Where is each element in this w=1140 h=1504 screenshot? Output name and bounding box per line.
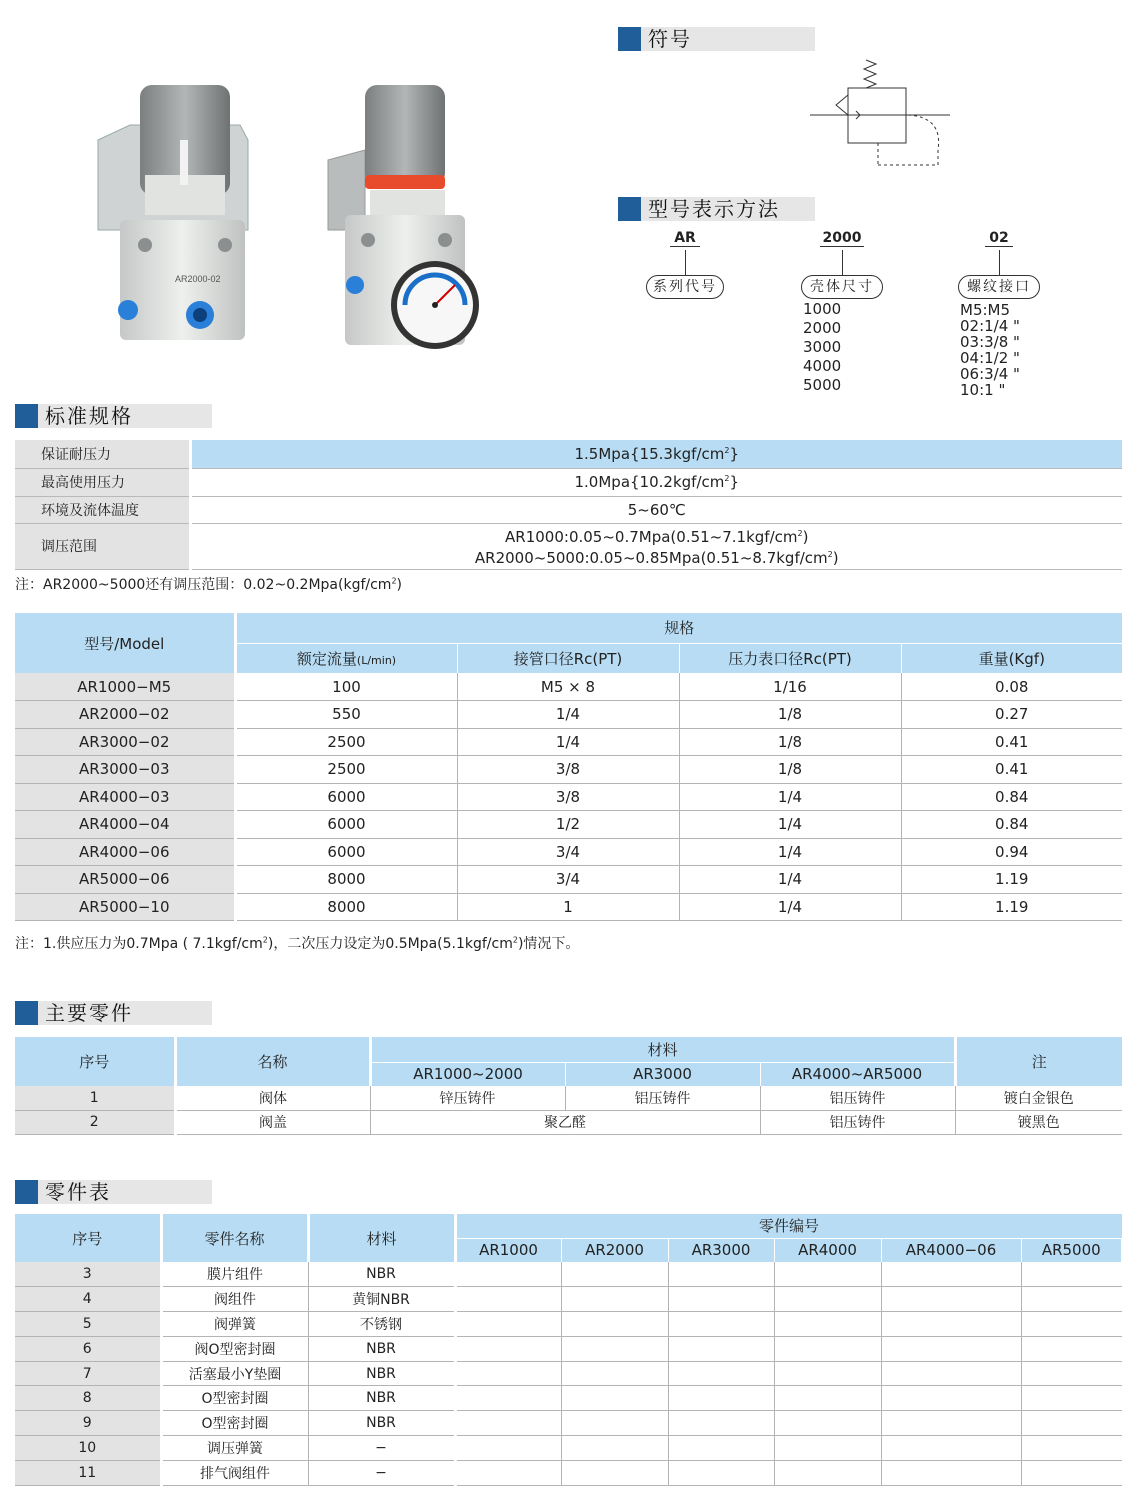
cell-part-number (561, 1460, 668, 1485)
cell-material: NBR (308, 1262, 455, 1287)
cell-material: NBR (308, 1411, 455, 1436)
section-header-model-designation (618, 197, 815, 221)
cell-part-number (455, 1336, 561, 1361)
cell-gauge: 1/4 (679, 783, 901, 811)
header-m3: AR4000~AR5000 (760, 1062, 955, 1086)
cell-part-number (774, 1361, 881, 1386)
cell-part-number (561, 1262, 668, 1287)
table-row (15, 838, 1122, 866)
cell-material: 不锈钢 (308, 1312, 455, 1337)
table-row (15, 1312, 1122, 1337)
code-thread: 02 (985, 230, 1013, 247)
table-row (15, 811, 1122, 839)
cell-no: 11 (15, 1460, 161, 1485)
section-header-standard-spec (15, 404, 212, 428)
parts-list-table (15, 1214, 1122, 1486)
cell-material: − (308, 1436, 455, 1461)
section-title: 零件表 (45, 1180, 111, 1204)
cell-part-number (1021, 1312, 1122, 1337)
cell-name: 阀O型密封圈 (161, 1336, 308, 1361)
header-m2: AR3000 (565, 1062, 760, 1086)
table-row (15, 673, 1122, 701)
cell-part-number (561, 1436, 668, 1461)
cell-name: 膜片组件 (161, 1262, 308, 1287)
spec-label: 环境及流体温度 (15, 496, 190, 523)
cell-part-number (455, 1262, 561, 1287)
code-series: AR (670, 230, 700, 247)
cell-name: 活塞最小Y垫圈 (161, 1361, 308, 1386)
header-model-2: AR3000 (668, 1238, 774, 1262)
cell-flow: 6000 (235, 838, 457, 866)
cell-no: 6 (15, 1336, 161, 1361)
cell-part-number (774, 1287, 881, 1312)
header-model-4: AR4000−06 (881, 1238, 1021, 1262)
label-body-size: 壳体尺寸 (801, 275, 883, 299)
cell-part-number (668, 1411, 774, 1436)
table-row (15, 893, 1122, 921)
cell-flow: 2500 (235, 756, 457, 784)
spec-note: 注：AR2000~5000还有调压范围：$0.02\sim 0.2Mpa(kgf/cm^2)$ (15, 576, 403, 593)
spec-label: 最高使用压力 (15, 468, 190, 496)
cell-part-number (774, 1411, 881, 1436)
cell-part-number (774, 1336, 881, 1361)
cell-weight: 0.41 (901, 728, 1122, 756)
cell-part-number (561, 1386, 668, 1411)
cell-part-number (668, 1287, 774, 1312)
cell-model: AR4000−03 (15, 783, 235, 811)
cell-port: 1/4 (457, 728, 679, 756)
header-spec: 规格 (235, 613, 1122, 643)
cell-model: AR5000−06 (15, 866, 235, 894)
header-gauge-port: 压力表口径Rc(PT) (679, 643, 901, 673)
cell-m3: 铝压铸件 (760, 1110, 955, 1134)
cell-part-number (455, 1460, 561, 1485)
table-row (15, 1361, 1122, 1386)
standard-spec-table (15, 440, 1122, 570)
cell-part-number (1021, 1336, 1122, 1361)
cell-part-number (455, 1312, 561, 1337)
cell-weight: 0.08 (901, 673, 1122, 701)
cell-port: 3/8 (457, 756, 679, 784)
cell-flow: 8000 (235, 866, 457, 894)
label-thread-port: 螺纹接口 (958, 275, 1040, 299)
table-row (15, 783, 1122, 811)
header-model: 型号/Model (15, 613, 235, 673)
cell-no: 10 (15, 1436, 161, 1461)
cell-part-number (561, 1361, 668, 1386)
header-weight: 重量(Kgf) (901, 643, 1122, 673)
cell-note: 镀白金银色 (955, 1086, 1122, 1110)
cell-part-number (668, 1460, 774, 1485)
table-row (15, 1336, 1122, 1361)
header-part-number: 零件编号 (455, 1214, 1122, 1238)
table-row (15, 701, 1122, 729)
header-model-0: AR1000 (455, 1238, 561, 1262)
cell-flow: 550 (235, 701, 457, 729)
cell-name: 调压弹簧 (161, 1436, 308, 1461)
cell-no: 5 (15, 1312, 161, 1337)
cell-model: AR2000−02 (15, 701, 235, 729)
spec-label: 调压范围 (15, 523, 190, 569)
cell-part-number (1021, 1436, 1122, 1461)
cell-no: 9 (15, 1411, 161, 1436)
cell-no: 2 (15, 1110, 175, 1134)
model-spec-table (15, 613, 1122, 921)
cell-part-number (774, 1262, 881, 1287)
header-model-1: AR2000 (561, 1238, 668, 1262)
product-label-text: AR2000-02 (175, 274, 221, 284)
label-series-code: 系列代号 (646, 275, 724, 299)
cell-part-number (455, 1386, 561, 1411)
cell-no: 1 (15, 1086, 175, 1110)
cell-port: 1/4 (457, 701, 679, 729)
table-row (15, 1287, 1122, 1312)
cell-no: 8 (15, 1386, 161, 1411)
spec-value: $1.5Mpa\{15.3kgf/cm^2\}$ (190, 440, 1122, 468)
cell-model: AR4000−06 (15, 838, 235, 866)
section-header-symbol (618, 27, 815, 51)
cell-model: AR4000−04 (15, 811, 235, 839)
cell-name: 阀盖 (175, 1110, 370, 1134)
cell-part-number (774, 1436, 881, 1461)
cell-part-number (1021, 1262, 1122, 1287)
table-row (15, 1411, 1122, 1436)
header-note: 注 (955, 1037, 1122, 1086)
table-row (15, 1386, 1122, 1411)
cell-part-number (668, 1336, 774, 1361)
table-row (15, 1110, 1122, 1134)
cell-name: 阀弹簧 (161, 1312, 308, 1337)
header-no: 序号 (15, 1214, 161, 1262)
cell-part-number (881, 1262, 1021, 1287)
cell-part-number (1021, 1361, 1122, 1386)
table-row (15, 756, 1122, 784)
cell-port: 1/2 (457, 811, 679, 839)
cell-weight: 1.19 (901, 866, 1122, 894)
cell-port: 1 (457, 893, 679, 921)
cell-model: AR5000−10 (15, 893, 235, 921)
main-parts-table (15, 1037, 1122, 1135)
table-row (15, 1460, 1122, 1485)
cell-part-number (668, 1262, 774, 1287)
table-row (15, 1262, 1122, 1287)
cell-part-number (881, 1287, 1021, 1312)
cell-part-number (668, 1312, 774, 1337)
cell-no: 4 (15, 1287, 161, 1312)
cell-part-number (561, 1336, 668, 1361)
cell-part-number (774, 1386, 881, 1411)
spec-value: $AR1000:0.05\sim 0.7Mpa(0.51\sim 7.1kgf/cm^2)$ $AR2000\sim 5000:0.05\sim 0.85Mpa(0.51\sim 8.7kgf/cm^2)$ (190, 523, 1122, 569)
cell-gauge: 1/8 (679, 728, 901, 756)
cell-model: AR3000−02 (15, 728, 235, 756)
cell-port: M5 × 8 (457, 673, 679, 701)
cell-part-number (1021, 1411, 1122, 1436)
cell-part-number (455, 1436, 561, 1461)
spec-value: $1.0Mpa\{10.2kgf/cm^2\}$ (190, 468, 1122, 496)
cell-part-number (1021, 1460, 1122, 1485)
product-image-regulator-with-gauge (320, 80, 490, 355)
section-title: 符号 (648, 27, 692, 51)
cell-note: 镀黑色 (955, 1110, 1122, 1134)
cell-flow: 6000 (235, 811, 457, 839)
cell-weight: 0.41 (901, 756, 1122, 784)
cell-part-number (455, 1287, 561, 1312)
cell-flow: 8000 (235, 893, 457, 921)
cell-weight: 1.19 (901, 893, 1122, 921)
cell-part-number (668, 1386, 774, 1411)
section-title: 型号表示方法 (648, 197, 780, 221)
header-model-3: AR4000 (774, 1238, 881, 1262)
cell-gauge: 1/4 (679, 838, 901, 866)
cell-part-number (1021, 1386, 1122, 1411)
cell-model: AR3000−03 (15, 756, 235, 784)
cell-part-number (455, 1361, 561, 1386)
cell-weight: 0.84 (901, 811, 1122, 839)
cell-part-number (774, 1312, 881, 1337)
cell-part-number (881, 1361, 1021, 1386)
cell-material: − (308, 1460, 455, 1485)
spec-value: 5~60℃ (190, 496, 1122, 523)
cell-flow: 6000 (235, 783, 457, 811)
cell-material: NBR (308, 1336, 455, 1361)
cell-gauge: 1/16 (679, 673, 901, 701)
header-flow: 额定流量(L/min) (235, 643, 457, 673)
cell-no: 3 (15, 1262, 161, 1287)
section-header-main-parts (15, 1001, 212, 1025)
header-no: 序号 (15, 1037, 175, 1086)
cell-part-number (1021, 1287, 1122, 1312)
cell-name: 阀组件 (161, 1287, 308, 1312)
regulator-symbol-diagram (808, 55, 958, 170)
cell-part-number (881, 1336, 1021, 1361)
cell-part-number (881, 1386, 1021, 1411)
section-header-parts-list (15, 1180, 212, 1204)
cell-gauge: 1/4 (679, 866, 901, 894)
cell-m1: 锌压铸件 (370, 1086, 565, 1110)
model-note: 注：1.供应压力为0.7Mpa ( $7.1kgf/cm^2$)，二次压力设定为$0.5Mpa(5.1kgf/cm^2)$情况下。 (15, 935, 580, 952)
cell-part-number (881, 1312, 1021, 1337)
cell-gauge: 1/4 (679, 893, 901, 921)
cell-weight: 0.84 (901, 783, 1122, 811)
cell-port: 3/4 (457, 838, 679, 866)
spec-label: 保证耐压力 (15, 440, 190, 468)
cell-m2: 铝压铸件 (565, 1086, 760, 1110)
body-size-options: 1000 2000 3000 4000 5000 (803, 300, 842, 394)
cell-part-number (881, 1460, 1021, 1485)
cell-material: NBR (308, 1361, 455, 1386)
cell-part-number (668, 1436, 774, 1461)
cell-gauge: 1/4 (679, 811, 901, 839)
cell-part-number (881, 1411, 1021, 1436)
header-port-size: 接管口径Rc(PT) (457, 643, 679, 673)
cell-part-number (455, 1411, 561, 1436)
code-body-size: 2000 (820, 230, 864, 247)
cell-port: 3/4 (457, 866, 679, 894)
cell-name: O型密封圈 (161, 1411, 308, 1436)
header-m1: AR1000~2000 (370, 1062, 565, 1086)
cell-flow: 2500 (235, 728, 457, 756)
header-name: 名称 (175, 1037, 370, 1086)
cell-m12: 聚乙醛 (370, 1110, 760, 1134)
cell-weight: 0.94 (901, 838, 1122, 866)
cell-part-number (774, 1460, 881, 1485)
table-row (15, 866, 1122, 894)
cell-material: 黄铜NBR (308, 1287, 455, 1312)
cell-model: AR1000−M5 (15, 673, 235, 701)
cell-gauge: 1/8 (679, 701, 901, 729)
cell-name: 阀体 (175, 1086, 370, 1110)
cell-m3: 铝压铸件 (760, 1086, 955, 1110)
section-title: 主要零件 (45, 1001, 133, 1025)
cell-part-number (561, 1312, 668, 1337)
header-material: 材料 (308, 1214, 455, 1262)
cell-name: 排气阀组件 (161, 1460, 308, 1485)
cell-weight: 0.27 (901, 701, 1122, 729)
cell-part-number (881, 1436, 1021, 1461)
table-row (15, 1436, 1122, 1461)
header-material: 材料 (370, 1037, 955, 1062)
cell-name: O型密封圈 (161, 1386, 308, 1411)
cell-flow: 100 (235, 673, 457, 701)
thread-options: M5:M5 02:1/4 " 03:3/8 " 04:1/2 " 06:3/4 " 10:1 " (960, 301, 1020, 399)
cell-gauge: 1/8 (679, 756, 901, 784)
product-image-regulator (90, 80, 260, 355)
table-row (15, 1086, 1122, 1110)
cell-port: 3/8 (457, 783, 679, 811)
cell-part-number (561, 1411, 668, 1436)
table-row (15, 728, 1122, 756)
cell-part-number (561, 1287, 668, 1312)
header-model-5: AR5000 (1021, 1238, 1122, 1262)
cell-material: NBR (308, 1386, 455, 1411)
header-part-name: 零件名称 (161, 1214, 308, 1262)
cell-part-number (668, 1361, 774, 1386)
cell-no: 7 (15, 1361, 161, 1386)
section-title: 标准规格 (45, 404, 133, 428)
